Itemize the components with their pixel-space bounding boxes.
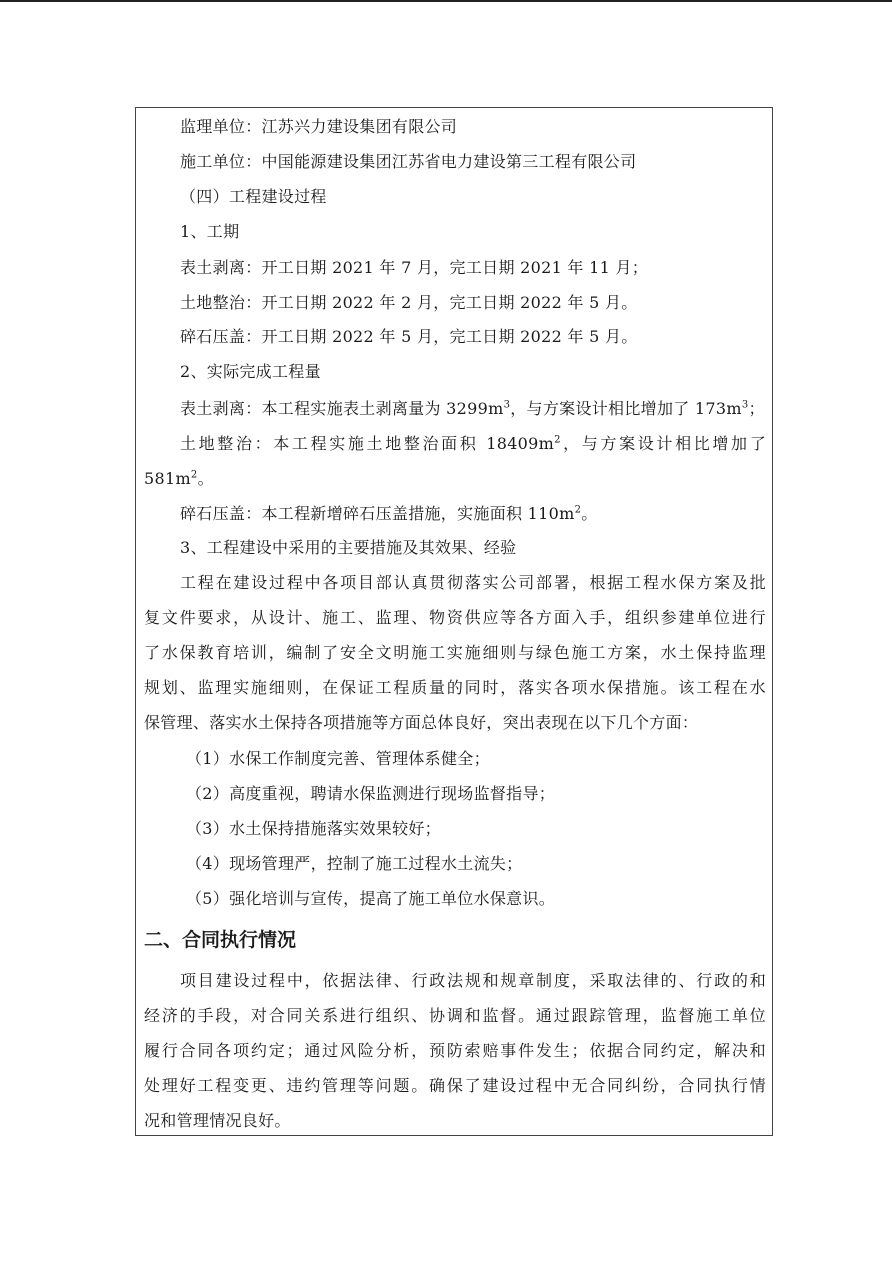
quantity-line: 碎石压盖：本工程新增碎石压盖措施，实施面积 $110m^2$。 (180, 504, 598, 523)
paragraph-line: 规划、监理实施细则，在保证工程质量的同时，落实各项水保措施。该工程在水 (144, 678, 766, 697)
paragraph-line: 项目建设过程中，依据法律、行政法规和规章制度，采取法律的、行政的和 (180, 971, 766, 990)
subheading-quantities: 2、实际完成工程量 (180, 362, 321, 381)
schedule-line: 表土剥离：开工日期 2021 年 7 月，完工日期 2021 年 11 月； (180, 258, 649, 277)
subheading-schedule: 1、工期 (180, 222, 240, 241)
schedule-line: 土地整治：开工日期 2022 年 2 月，完工日期 2022 年 5 月。 (180, 293, 638, 312)
list-item: （4）现场管理严，控制了施工过程水土流失； (186, 854, 523, 873)
paragraph-line: 保管理、落实水土保持各项措施等方面总体良好，突出表现在以下几个方面： (144, 713, 699, 732)
schedule-line: 碎石压盖：开工日期 2022 年 5 月，完工日期 2022 年 5 月。 (180, 327, 638, 346)
paragraph-line: 处理好工程变更、违约管理等问题。确保了建设过程中无合同纠纷，合同执行情 (144, 1076, 766, 1095)
subheading-measures: 3、工程建设中采用的主要措施及其效果、经验 (180, 538, 517, 557)
page-top-border (0, 0, 892, 2)
quantity-line: 表土剥离：本工程实施表土剥离量为 $3299m^3$，与方案设计相比增加了 $173m^3$； (180, 399, 765, 418)
paragraph-line: 况和管理情况良好。 (144, 1111, 291, 1130)
list-item: （2）高度重视，聘请水保监测进行现场监督指导； (186, 784, 556, 803)
paragraph-line: 了水保教育培训，编制了安全文明施工实施细则与绿色施工方案，水土保持监理 (144, 643, 766, 662)
list-item: （1）水保工作制度完善、管理体系健全； (186, 749, 490, 768)
contractor-line: 施工单位：中国能源建设集团江苏省电力建设第三工程有限公司 (180, 152, 637, 171)
paragraph-line: 复文件要求，从设计、施工、监理、物资供应等各方面入手，组织参建单位进行 (144, 608, 766, 627)
list-item: （5）强化培训与宣传，提高了施工单位水保意识。 (186, 889, 556, 908)
supervisor-line: 监理单位：江苏兴力建设集团有限公司 (180, 117, 458, 136)
paragraph-line: 经济的手段，对合同关系进行组织、协调和监督。通过跟踪管理，监督施工单位 (144, 1006, 766, 1025)
paragraph-line: 履行合同各项约定；通过风险分析，预防索赔事件发生；依据合同约定，解决和 (144, 1041, 766, 1060)
section-heading-contract: 二、合同执行情况 (144, 929, 297, 951)
quantity-line-cont: $581m^2$。 (144, 469, 214, 488)
list-item: （3）水土保持措施落实效果较好； (186, 819, 441, 838)
quantity-line: 土地整治：本工程实施土地整治面积 $18409m^2$，与方案设计相比增加了 (180, 434, 766, 453)
paragraph-line: 工程在建设过程中各项目部认真贯彻落实公司部署，根据工程水保方案及批 (180, 573, 766, 592)
section-heading: （四）工程建设过程 (180, 187, 327, 206)
